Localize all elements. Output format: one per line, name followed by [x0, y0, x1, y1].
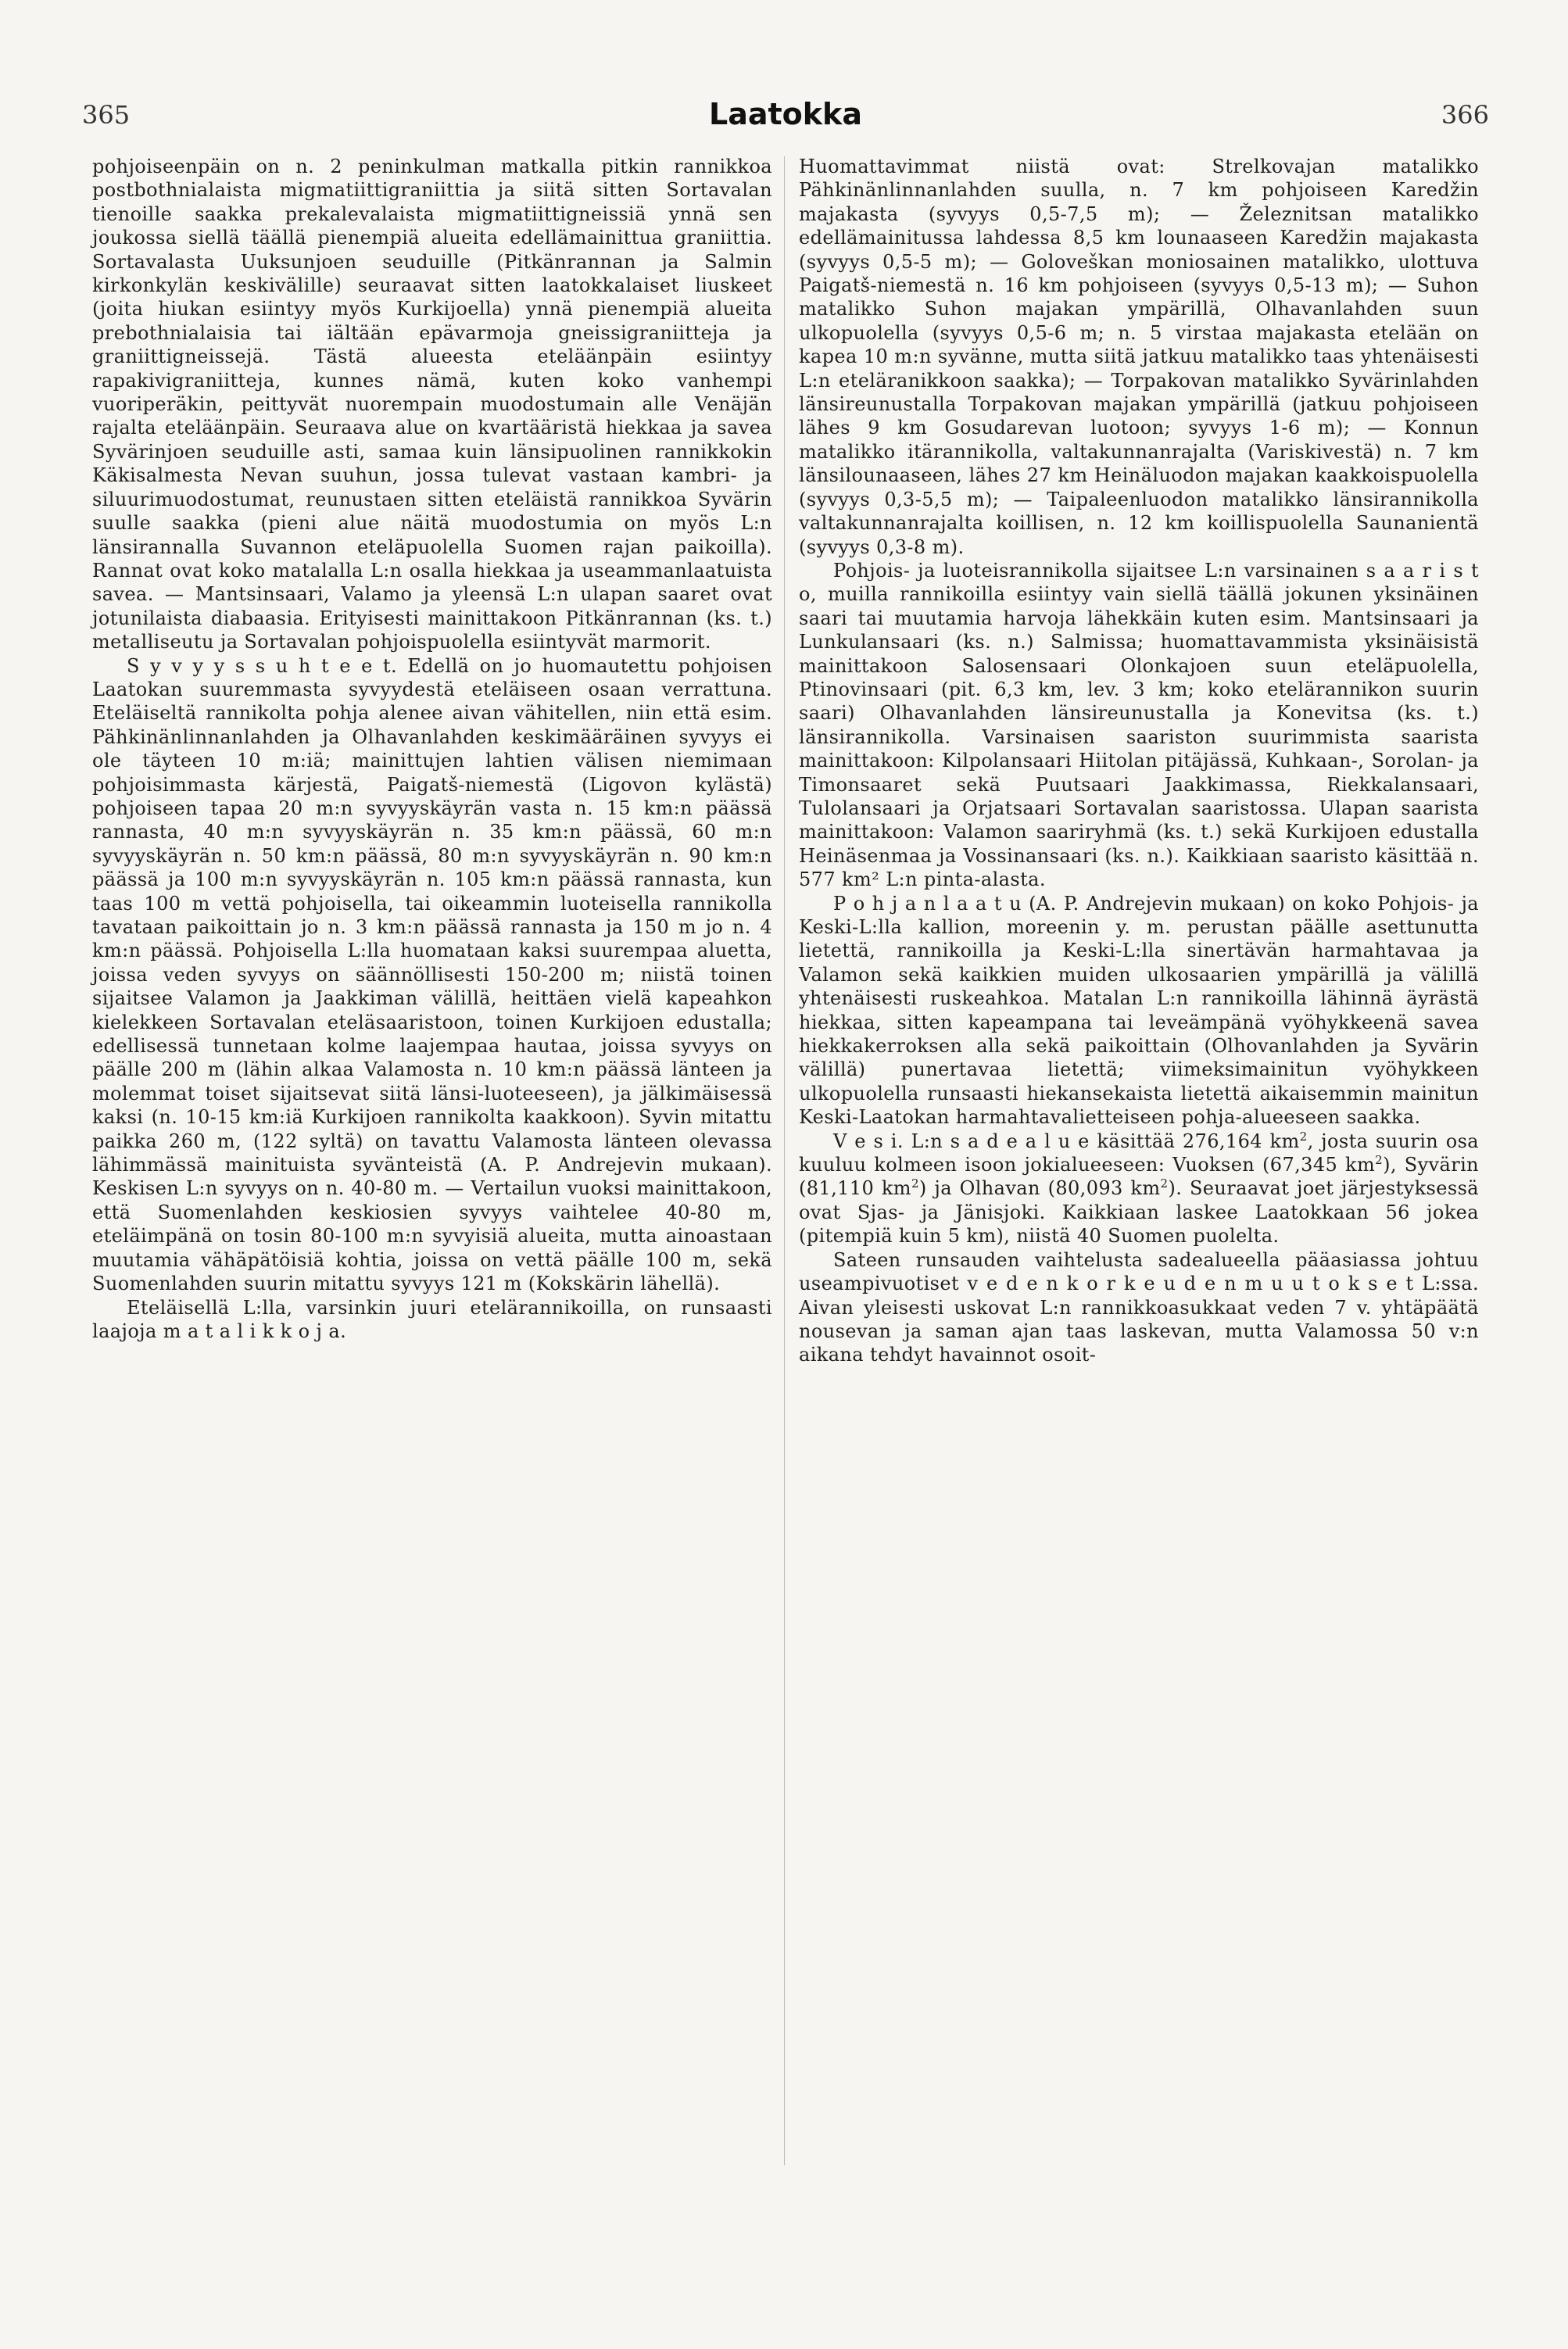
left-column [92, 155, 772, 1343]
paragraph-shoals: Huomattavimmat niistä ovat: Strelkovajan matalikko Pähkinänlinnanlahden suulla, n. 7 km pohjoiseen Karedžin majakasta (syvyys 0,5-7,5 m); — Železnitsan matalikko edellämainitussa lahdessa 8,5 km lounaaseen Karedžin majakasta (syvyys 0,5-5 m); — Goloveškan moniosainen matalikko, ulottuva Paigatš-niemestä n. 16 km pohjoiseen (syvyys 0,5-13 m); — Suhon matalikko Suhon majakan ympärillä, Olhavanlahden suun ulkopuolella (syvyys 0,5-6 m; n. 5 virstaa majakasta etelään on kapea 10 m:n syvänne, mutta siitä jatkuu matalikko taas yhtenäisesti L:n eteläranikkoon saakka); — Torpakovan matalikko Syvärinlahden länsireunustalla Torpakovan majakan ympärillä (jatkuu pohjoiseen lähes 9 km Gosudarevan luotoon; syvyys 1-6 m); — Konnun matalikko itärannikolla, valtakunnanrajalta (Variskivestä) n. 7 km länsilounaaseen, lähes 27 km Heinäluodon majakan kaakkoispuolella (syvyys 0,3-5,5 m); — Taipaleenluodon matalikko länsirannikolla valtakunnanrajalta koillisen, n. 12 km koillispuolella Saunanientä (syvyys 0,3-8 m). [799, 156, 1479, 558]
water-text-d: ) ja Olhavan (80,093 km [918, 1177, 1161, 1200]
superscript: 2 [1375, 1153, 1384, 1168]
page-number-left: 365 [82, 100, 131, 130]
paragraph-islands: Pohjois- ja luoteisrannikolla sijaitsee L:n varsinainen s a a r i s t o, muilla rannikoilla esiintyy vain siellä täällä jokunen yksinäinen saari tai muutamia harvoja lähekkäin kuten esim. Mantsinsaari ja Lunkulansaari (ks. n.) Salmissa; huomattavammista yksinäisistä mainittakoon Salosensaari Olonkajoen suun eteläpuolella, Ptinovinsaari (pit. 6,3 km, lev. 3 km; koko etelärannikon suurin saari) Olhavanlahden länsireunustalla ja Konevitsa (ks. t.) länsirannikolla. Varsinaisen saariston suurimmista saarista mainittakoon: Kilpolansaari Hiitolan pitäjässä, Kuhkaan-, Sorolan- ja Timonsaaret sekä Puutsaari Jaakkimassa, Riekkalansaari, Tulolansaari ja Orjatsaari Sortavalan saaristossa. Ulapan saarista mainittakoon: Valamon saariryhmä (ks. t.) sekä Kurkijoen edustalla Heinäsenmaa ja Vossinansaari (ks. n.). Kaikkiaan saaristo käsittää n. 577 km² L:n pinta-alasta. [799, 559, 1479, 891]
water-text-e: ). Seuraavat joet järjestyksessä ovat Sjas- ja Jänisjoki. Kaikkiaan laskee Laatokkaan 56 jokea (pitempiä kuin 5 km), niistä 40 Suomen puolelta. [799, 1177, 1479, 1248]
page-number-right: 366 [1441, 100, 1489, 130]
water-text-c: ), Syvärin (81,110 km [799, 1154, 1479, 1200]
paragraph-depths: S y v y y s s u h t e e t. Edellä on jo huomautettu pohjoisen Laatokan suuremmasta syvyydestä eteläiseen osaan verrattuna. Eteläiseltä rannikolta pohja alenee aivan vähitellen, niin että esim. Pähkinänlinnanlahden ja Olhavanlahden keskimääräinen syvyys ei ole täyteen 10 m:iä; mainittujen lahtien välisen niemimaan pohjoisimmasta kärjestä, Paigatš-niemestä (Ligovon kylästä) pohjoiseen tapaa 20 m:n syvyyskäyrän vasta n. 15 km:n päässä rannasta, 40 m:n syvyyskäyrän n. 35 km:n päässä, 60 m:n syvyyskäyrän n. 50 km:n päässä, 80 m:n syvyyskäyrän n. 90 km:n päässä ja 100 m:n syvyyskäyrän n. 105 km:n päässä rannasta, kun taas 100 m vettä pohjoisella, tai oikeammin luoteisella rannikolla tavataan paikoittain jo n. 3 km:n päässä rannasta ja 150 m jo n. 4 km:n päässä. Pohjoisella L:lla huomataan kaksi suurempaa aluetta, joissa veden syvyys on säännöllisesti 150-200 m; niistä toinen sijaitsee Valamon ja Jaakkiman välillä, heittäen vielä kapeahkon kielekkeen Sortavalan eteläsaaristoon, toinen Kurkijoen edustalla; edellisessä tunnetaan kolme laajempaa hautaa, joissa syvyys on päälle 200 m (lähin alkaa Valamosta n. 10 km:n päässä länteen ja molemmat toiset sijaitsevat siitä länsi-luoteeseen), ja jälkimäisessä kaksi (n. 10-15 km:iä Kurkijoen rannikolta kaakkoon). Syvin mitattu paikka 260 m, (122 syltä) on tavattu Valamosta länteen olevassa lähimmässä mainituista syvänteistä (A. P. Andrejevin mukaan). Keskisen L:n syvyys on n. 40-80 m. — Vertailun vuoksi mainittakoon, että Suomenlahden keskiosien syvyys vaihtelee 40-80 m, eteläimpänä on tosin 80-100 m:n syvyisiä alueita, mutta ainoastaan muutamia vähäpätöisiä kohtia, joissa on vettä päälle 100 m, sekä Suomenlahden suurin mitattu syvyys 121 m (Kokskärin lähellä). [92, 654, 772, 1295]
column-divider [784, 156, 785, 2165]
superscript: 2 [911, 1176, 919, 1191]
superscript: 2 [1299, 1129, 1308, 1144]
right-column [799, 155, 1479, 1367]
paragraph-water [799, 1130, 1479, 1248]
paragraph-water-level: Sateen runsauden vaihtelusta sadealueella pääasiassa johtuu useampivuotiset v e d e n k o r k e u d e n m u u t o k s e t L:ssa. Aivan yleisesti uskovat L:n rannikkoasukkaat veden 7 v. yhtäpäätä nousevan ja saman ajan taas laskevan, mutta Valamossa 50 v:n aikana tehdyt havainnot osoit- [799, 1248, 1479, 1366]
running-title: Laatokka [709, 97, 862, 131]
paragraph-shoals-intro: Eteläisellä L:lla, varsinkin juuri etelärannikoilla, on runsaasti laajoja m a t a l i k k o j a. [92, 1296, 772, 1342]
paragraph-geology: pohjoiseenpäin on n. 2 peninkulman matkalla pitkin rannikkoa postbothnialaista migmatiittigraniittia ja siitä sitten Sortavalan tienoille saakka prekalevalaista migmatiittigneissiä ynnä sen joukossa siellä täällä pienempiä alueita edellämainittua graniittia. Sortavalasta Uuksunjoen seuduille (Pitkänrannan ja Salmin kirkonkylän keskivälille) seuraavat sitten laatokkalaiset liuskeet (joita hiukan esiintyy myös Kurkijoella) ynnä pienempiä alueita prebothnialaisia tai iältään epävarmoja gneissigraniitteja ja graniittigneissejä. Tästä alueesta eteläänpäin esiintyy rapakivigraniitteja, kunnes nämä, kuten koko vanhempi vuoriperäkin, peittyvät nuorempain muodostumain alle Venäjän rajalta eteläänpäin. Seuraava alue on kvartääristä hiekkaa ja savea Syvärinjoen seuduille asti, samaa kuin länsipuolinen rannikkokin Käkisalmesta Nevan suuhun, jossa tulevat vastaan kambri- ja siluurimuodostumat, reunustaen sitten eteläistä rannikkoa Syvärin suulle saakka (pieni alue näitä muodostumia on myös L:n länsirannalla Suvannon eteläpuolella Suomen rajan paikoilla). Rannat ovat koko matalalla L:n osalla hiekkaa ja useammanlaatuista savea. — Mantsinsaari, Valamo ja yleensä L:n ulapan saaret ovat jotunilaista diabaasia. Erityisesti mainittakoon Pitkänrannan (ks. t.) metalliseutu ja Sortavalan pohjoispuolella esiintyvät marmorit. [92, 156, 772, 653]
superscript: 2 [1160, 1176, 1169, 1191]
page-header [82, 97, 1489, 147]
paragraph-bottom: P o h j a n l a a t u (A. P. Andrejevin mukaan) on koko Pohjois- ja Keski-L:lla kallion, moreenin y. m. perustan päälle asettunutta lietettä, rannikoilla ja Keski-L:lla sinertävän harmahtavaa ja Valamon sekä kaikkien muiden ulkosaarien ympärillä ja välillä yhtenäisesti ruskeahkoa. Matalan L:n rannikoilla lähinnä äyrästä hiekkaa, sitten kapeampana tai leveämpänä vyöhykkeenä savea hiekkakerroksen alla sekä paikoittain (Olhovanlahden ja Syvärin välillä) punertavaa lietettä; viimeksimainitun vyöhykkeen ulkopuolella runsaasti hiekansekaista lietettä aikaisemmin mainitun Keski-Laatokan harmahtavalietteiseen pohja-alueeseen saakka. [799, 892, 1479, 1129]
water-text-b: , josta suurin osa kuuluu kolmeen isoon jokialueeseen: Vuoksen (67,345 km [799, 1130, 1479, 1176]
water-text-a: V e s i. L:n s a d e a l u e käsittää 276,164 km [833, 1130, 1300, 1152]
